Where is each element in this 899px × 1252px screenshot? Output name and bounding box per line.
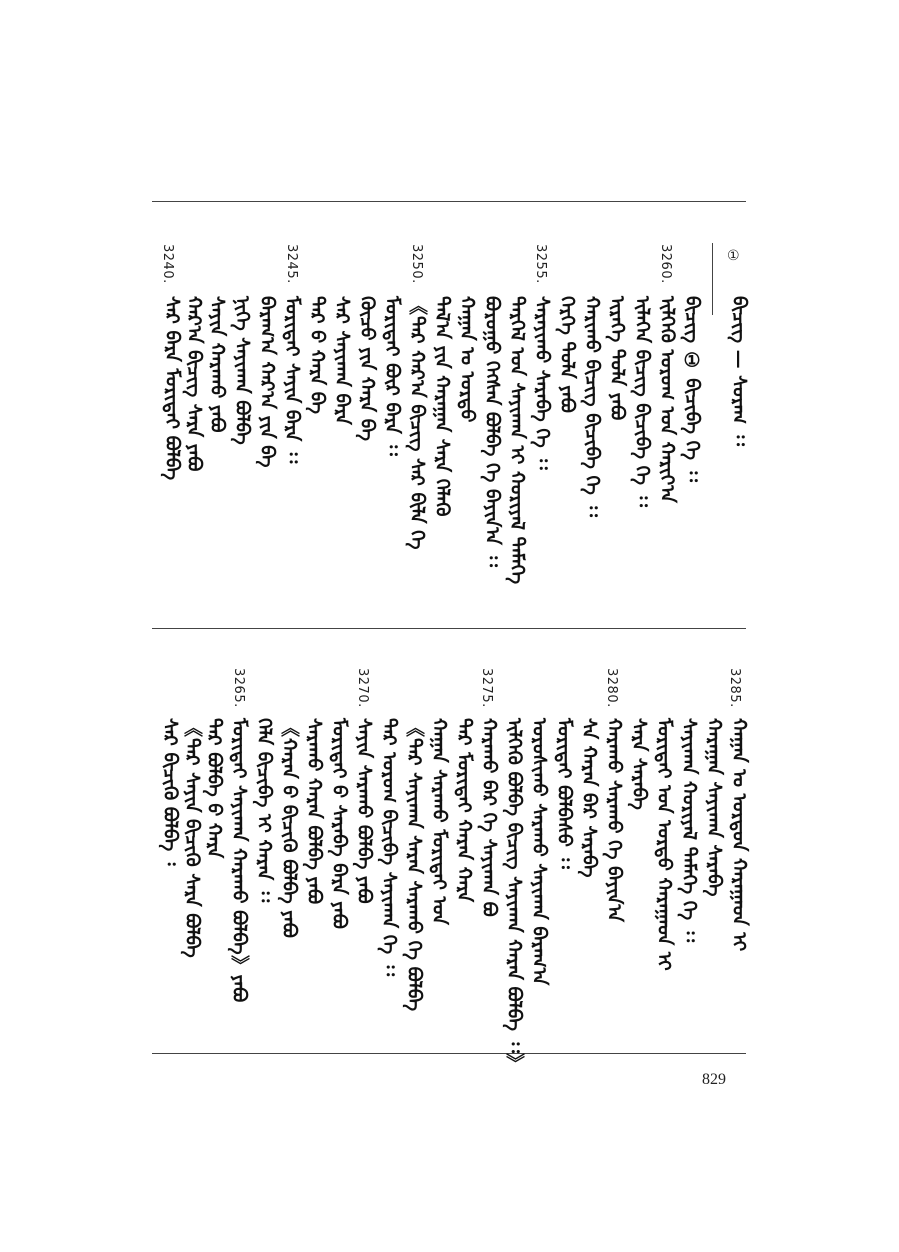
line-number-3250: 3250. (409, 244, 424, 284)
lower-line-20: ᠬᠡᠯᠡ ᠪᠢᠴᠢᠪᠡ ᠢ ᠬᠠᠷᠠᠨ ᠄᠄ (253, 718, 275, 903)
lower-line-21: ᠮᠣᠷᠢᠲᠠᠢ ᠰᠠᠶᠢᠬᠠᠨ ᠬᠠᠷᠠᠬᠤ ᠪᠣᠯᠪᠠ》ᠶᠠᠪᠤ (228, 718, 250, 1003)
lower-line-19: 《ᠬᠠᠷᠠᠨ ᠪ ᠪᠢᠴᠢᠬᠦ ᠪᠣᠯᠪᠠ ᠶᠠᠪᠤ (278, 718, 300, 938)
footnote-text: ᠪᠢᠴᠢᠭ᠌ — ᠰᠤᠷᠠᠭ ᠄᠄ (728, 296, 750, 446)
line-number-3280: 3280. (604, 668, 619, 708)
lower-line-8: ᠮᠣᠷᠢᠲᠠᠢ ᠪᠣᠯᠪᠠᠰᠤ ᠄᠄ (553, 718, 575, 869)
lower-line-2: ᠬᠠᠷᠠᠭᠠᠨ ᠰᠠᠶᠢᠬᠠᠨ ᠰᠠᠷᠠᠪᠠ (703, 718, 725, 897)
line-number-3240: 3240. (160, 244, 175, 284)
line-number-3255: 3255. (533, 244, 548, 284)
lower-line-14: 《ᠲᠡᠷ ᠰᠠᠶᠢᠬᠠᠨ ᠰᠠᠷᠠᠨ ᠰᠠᠷᠠᠬᠤ ᠬᠡ ᠪᠣᠯᠪᠠ (403, 718, 425, 1012)
upper-line-22: ᠰᠡᠷ ᠪᠠᠷᠠ ᠮᠣᠷᠢᠲᠠᠢ ᠪᠣᠯᠪᠠ (161, 296, 183, 481)
upper-line-20: ᠰᠠᠶᠢᠨ ᠬᠠᠷᠠᠬᠤ ᠶᠠᠪᠤ (206, 296, 228, 433)
upper-line-6: ᠬᠡᠷᠭᠡ ᠲᠤᠯᠠ ᠶᠠᠪᠤ (556, 296, 578, 413)
lower-line-22: ᠲᠡᠷ ᠪᠣᠯᠪᠠ ᠪ ᠬᠠᠷᠠ (203, 718, 225, 859)
upper-line-5: ᠬᠠᠷᠢᠬᠤ ᠪᠢᠴᠢᠭ᠌ ᠪᠢᠴᠢᠪᠡ ᠬᠡ ᠄᠄ (581, 296, 603, 517)
upper-line-16: ᠲᠡᠷ ᠪ ᠬᠠᠷᠠ ᠪᠠ (306, 296, 328, 414)
lower-line-15: ᠲᠡᠷ ᠣᠷᠤᠭ ᠪᠢᠴᠢᠪᠡ ᠰᠠᠶᠢᠬᠠᠨ ᠬᠡ ᠄᠄ (378, 718, 400, 977)
upper-line-8: ᠲᠡᠷᠭᠡᠯ ᠤᠨ ᠰᠠᠶᠢᠬᠠᠨ ᠢ ᠬᠤᠷᠢᠶᠠᠯ ᠲᠡᠮᠡᠭᠡ (506, 296, 528, 585)
lower-line-12: ᠲᠡᠷ ᠮᠣᠷᠢᠲᠠᠢ ᠬᠠᠷᠠᠨ ᠬᠠᠷᠠ (453, 718, 475, 903)
lower-line-9: ᠣᠷᠤᠰᠢᠬᠤ ᠰᠠᠷᠠᠬᠤ ᠰᠠᠶᠢᠬᠠᠨ ᠪᠠᠷᠠᠭ᠎ᠠ (528, 718, 550, 986)
lower-line-6: ᠬᠠᠷᠠᠬᠤ ᠰᠠᠷᠠᠬᠤ ᠬᠡ ᠪᠠᠶᠢᠨ᠎ᠠ (603, 718, 625, 923)
upper-line-3: ᠢᠯᠡᠭᠡᠨ ᠪᠢᠴᠢᠭ᠌ ᠪᠢᠴᠢᠪᠡ ᠬᠡ ᠄᠄ (631, 296, 653, 507)
upper-line-17: ᠮᠣᠷᠢᠲᠠᠢ ᠰᠠᠶᠢᠨ ᠪᠠᠷᠠ ᠄᠄ (281, 296, 303, 464)
lower-line-4: ᠮᠣᠷᠢᠲᠠᠢ ᠤᠨ ᠣᠷᠳᠤ ᠬᠠᠷᠠᠭᠠᠳ ᠢ (653, 718, 675, 971)
line-number-3285: 3285. (727, 668, 742, 708)
footnote-mark: ① (727, 248, 740, 264)
upper-line-1: ᠪᠢᠴᠢᠭ᠌ ① ᠪᠢᠴᠢᠪᠡ ᠬᠡ ᠄᠄ (681, 296, 703, 482)
lower-line-18: ᠰᠠᠷᠠᠬᠤ ᠬᠠᠷᠠᠨ ᠪᠣᠯᠪᠠ ᠶᠠᠪᠤ (303, 718, 325, 905)
lower-line-24: ᠰᠡᠷ ᠪᠢᠴᠢᠬᠦ ᠪᠣᠯᠪᠠ ᠄ (159, 718, 181, 866)
lower-line-5: ᠰᠠᠷᠠ ᠰᠠᠷᠠᠪᠠ (628, 718, 650, 810)
lower-line-13: ᠬᠠᠭᠠᠨ ᠰᠠᠷᠠᠬᠤ ᠮᠣᠷᠢᠲᠠᠢ ᠤᠨ (428, 718, 450, 925)
upper-line-11: ᠲᠠᠯ᠎ᠠ ᠶᠢᠨ ᠬᠠᠷᠠᠭᠠᠨ ᠰᠠᠷᠠ ᠬᠡᠯᠡᠬᠦ (431, 296, 453, 517)
line-number-3265: 3265. (231, 668, 246, 708)
lower-line-7: ᠰᠠ ᠬᠠᠷᠠᠨ ᠪᠠᠷ ᠰᠠᠷᠠᠪᠠ (578, 718, 600, 878)
middle-rule (152, 628, 746, 629)
upper-line-2: ᠢᠯᠭᠡᠬᠦ ᠤᠷᠤᠭ ᠤᠨ ᠬᠠᠷᠢᠶ᠎ᠠ (656, 296, 678, 503)
top-rule (152, 201, 746, 202)
upper-line-7: ᠰᠠᠷᠠᠶᠢᠬᠤ ᠰᠠᠷᠠᠪᠠ ᠬᠡ ᠄᠄ (531, 296, 553, 470)
lower-line-3: ᠰᠠᠶᠢᠬᠠᠨ ᠬᠤᠷᠢᠶᠠᠯ ᠲᠡᠮᠡᠭᠡ ᠬᠡ ᠄᠄ (678, 718, 700, 943)
line-number-3270: 3270. (355, 668, 370, 708)
upper-line-14: ᠬᠦᠴᠦ ᠶᠢᠨ ᠬᠠᠷᠠ ᠪᠠ (356, 296, 378, 441)
lower-line-17: ᠮᠣᠷᠢᠲᠠᠢ ᠪ ᠰᠠᠷᠠᠪᠠ ᠪᠠᠷᠠ ᠶᠠᠪᠤ (328, 718, 350, 929)
upper-line-10: ᠬᠠᠭᠠᠨ ᠤ ᠣᠷᠳᠤ (456, 296, 478, 423)
upper-line-9: ᠪᠤᠷᠤᠭᠤ ᠬᠡᠭᠰᠡᠨ ᠪᠣᠯᠪᠠ ᠬᠡ ᠪᠠᠶᠢᠨ᠎ᠠ ᠄᠄ (481, 296, 503, 567)
bottom-rule (152, 1053, 746, 1054)
lower-line-16: ᠰᠠᠶᠢᠨ ᠰᠠᠷᠠᠬᠤ ᠪᠣᠯᠪᠠ ᠶᠠᠪᠤ (353, 718, 375, 904)
upper-line-13: ᠮᠣᠷᠢᠲᠠᠢ ᠪᠦᠷ ᠪᠠᠷᠠ ᠄᠄ (381, 296, 403, 456)
lower-line-11: ᠬᠠᠷᠠᠬᠤ ᠪᠠᠷ ᠬᠡ ᠰᠠᠶᠢᠬᠠᠨ ᠪᠣ (478, 718, 500, 917)
footnote-separator (712, 243, 713, 315)
lower-line-1: ᠬᠠᠭᠠᠨ ᠤ ᠣᠷᠳᠤᠨ ᠬᠠᠷᠠᠭᠠᠳ ᠢ (728, 718, 750, 952)
page-number: 829 (702, 1071, 726, 1088)
upper-line-19: ᠨᠢᠭᠡ ᠰᠠᠶᠢᠬᠠᠨ ᠪᠣᠯᠪᠠ (231, 296, 253, 445)
line-number-3260: 3260. (658, 244, 673, 284)
upper-line-15: ᠰᠡᠷ ᠰᠠᠶᠢᠬᠠᠨ ᠪᠠᠷᠠ (331, 296, 353, 425)
upper-line-4: ᠢᠷᠡᠭᠡ ᠲᠤᠯᠠ ᠶᠠᠪᠤ (606, 296, 628, 421)
lower-line-10: ᠢᠯᠭᠡᠬᠦ ᠪᠣᠯᠪᠠ ᠪᠢᠴᠢᠭ᠌ ᠰᠠᠶᠢᠬᠠᠨ ᠬᠠᠷᠠᠨ ᠪᠣᠯᠪᠠ ᠄᠄》 (503, 718, 525, 1073)
upper-line-12: 《ᠲᠡᠷ ᠬᠠᠷ᠎ᠠ ᠪᠢᠴᠢᠭ᠌ ᠰᠡᠷ ᠪᠢᠯᠡ ᠬᠡ (406, 296, 428, 550)
upper-line-21: ᠬᠠᠷ᠎ᠠ ᠪᠢᠴᠢᠭ᠌ ᠰᠠᠷᠠ ᠶᠠᠪᠤ (183, 296, 205, 472)
line-number-3245: 3245. (284, 244, 299, 284)
line-number-3275: 3275. (479, 668, 494, 708)
upper-line-18: ᠪᠠᠷᠠᠭ᠎ᠠ ᠬᠠᠷ᠎ᠠ ᠶᠢᠨ ᠪᠠ (256, 296, 278, 468)
lower-line-23: 《ᠲᠡᠷ ᠰᠠᠶᠢᠨ ᠪᠢᠴᠢᠬᠦ ᠰᠠᠷᠠ ᠪᠣᠯᠪᠠ (181, 718, 203, 958)
